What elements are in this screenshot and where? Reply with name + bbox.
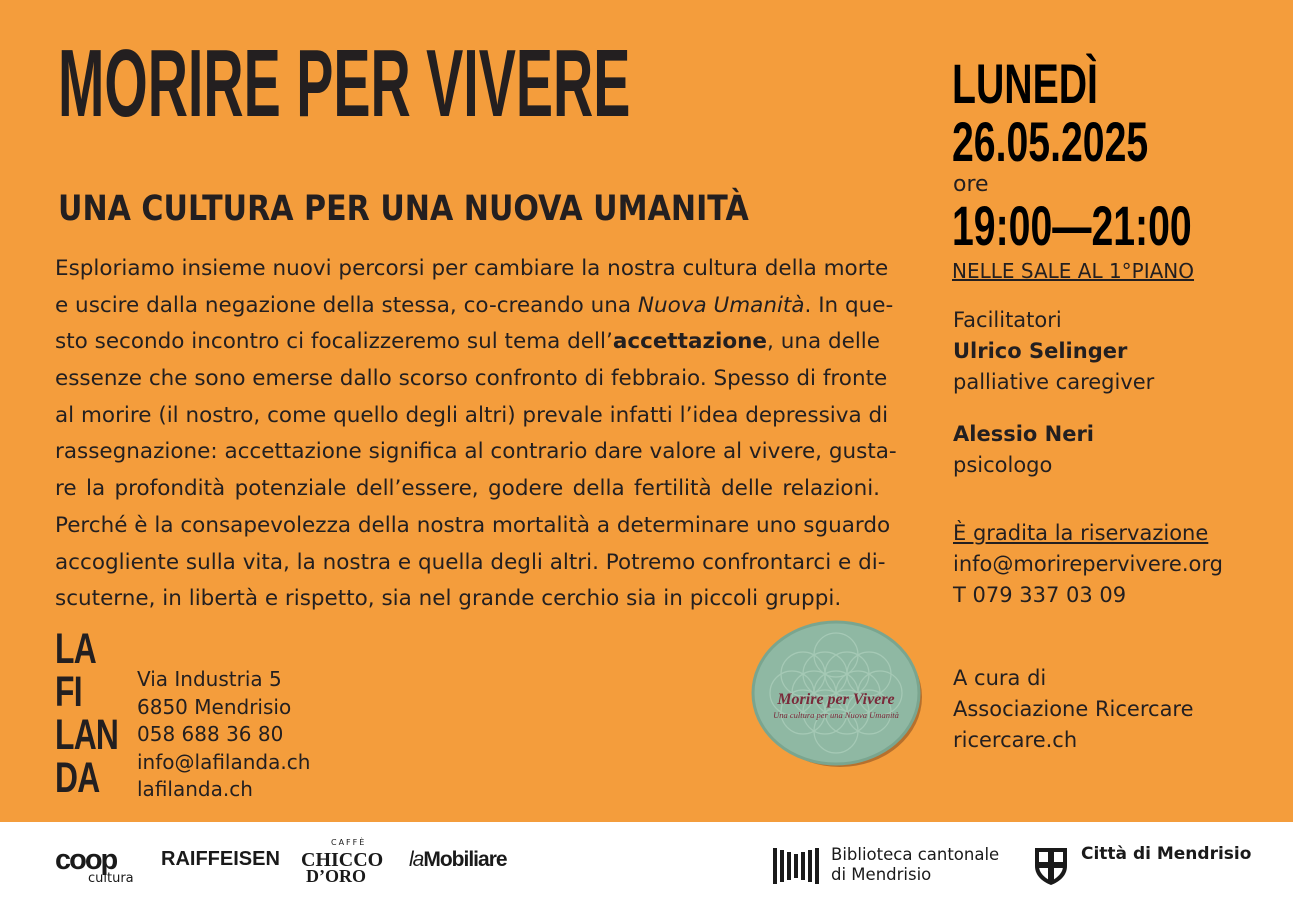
- facilitator-name: Ulrico Selinger: [953, 339, 1128, 363]
- biblioteca-logo-text: Biblioteca cantonale di Mendrisio: [831, 845, 1000, 884]
- curator-name: Associazione Ricercare: [953, 697, 1194, 721]
- description-line: essenze che sono emerse dallo scorso confronto di febbraio. Spesso di fronte: [55, 366, 888, 392]
- citta-mendrisio-crest-icon: [1033, 846, 1069, 886]
- venue-address: [137, 666, 310, 804]
- facilitators-label: Facilitatori: [953, 308, 1062, 332]
- la-filanda-logo: LA FI LAN DA: [55, 625, 119, 802]
- description-line: e uscire dalla negazione della stessa, co-creando una Nuova Umanità. In que-: [55, 292, 894, 318]
- reservation-email[interactable]: info@morirepervivere.org: [953, 552, 1223, 576]
- chicco-doro-logo: CHICCO: [301, 849, 384, 871]
- emphasis-nuova-umanita: Nuova Umanità: [637, 292, 805, 318]
- seal-title: Morire per Vivere: [777, 691, 895, 708]
- reservation-phone[interactable]: T 079 337 03 09: [953, 583, 1127, 607]
- venue-street: Via Industria 5: [137, 667, 282, 691]
- facilitator-name: Alessio Neri: [953, 422, 1095, 446]
- time-prefix: ore: [953, 172, 989, 197]
- venue-city: 6850 Mendrisio: [137, 694, 292, 719]
- event-subtitle: UNA CULTURA PER UNA NUOVA UMANITÀ: [58, 189, 749, 229]
- curator-site[interactable]: ricercare.ch: [953, 728, 1078, 752]
- facilitators-block: [953, 305, 1154, 398]
- event-date: 26.05.2025: [952, 110, 1149, 173]
- biblioteca-logo-icon: [773, 848, 823, 884]
- description-line: Perché è la consapevolezza della nostra mortalità a determinare uno sguardo: [55, 512, 891, 538]
- la-mobiliare-logo: laMobiliare: [409, 848, 507, 871]
- description-line: al morire (il nostro, come quello degli altri) prevale infatti l’idea depressiva di: [55, 402, 889, 428]
- chicco-doro-logo-2: D’ORO: [306, 866, 366, 886]
- curator-label: A cura di: [953, 666, 1047, 690]
- emphasis-accettazione: accettazione: [612, 329, 768, 355]
- raiffeisen-logo: RAIFFEISEN: [161, 848, 280, 870]
- citta-mendrisio-logo-text: Città di Mendrisio: [1081, 844, 1252, 864]
- event-day: LUNEDÌ: [952, 52, 1098, 115]
- event-description: [55, 251, 897, 618]
- seal-subtitle: Una cultura per una Nuova Umanità: [773, 710, 899, 720]
- venue-website[interactable]: lafilanda.ch: [137, 777, 253, 801]
- venue-phone[interactable]: 058 688 36 80: [137, 722, 284, 746]
- description-line: re la profondità potenziale dell’essere, godere della fertilità delle relazioni.: [55, 476, 880, 502]
- description-line: scuterne, in libertà e rispetto, sia nel grande cerchio sia in piccoli gruppi.: [55, 586, 842, 612]
- description-line: accogliente sulla vita, la nostra e quella degli altri. Potremo confrontarci e di-: [55, 549, 886, 575]
- morire-per-vivere-seal: [750, 618, 926, 768]
- description-line: sto secondo incontro ci focalizzeremo sul tema dell’accettazione, una delle: [55, 329, 881, 355]
- chicco-doro-caffe: CAFFÈ: [331, 838, 367, 847]
- facilitator-role: palliative caregiver: [953, 370, 1155, 394]
- reservation-label: È gradita la riservazione: [953, 521, 1209, 545]
- sponsor-footer: [0, 822, 1293, 914]
- event-time: 19:00—21:00: [952, 194, 1192, 257]
- description-line: Esploriamo insieme nuovi percorsi per cambiare la nostra cultura della morte: [55, 256, 889, 281]
- curator-block: [953, 663, 1194, 756]
- description-line: rassegnazione: accettazione significa al contrario dare valore al vivere, gusta-: [55, 439, 897, 465]
- facilitator-2-block: [953, 419, 1094, 481]
- venue-email[interactable]: info@lafilanda.ch: [137, 749, 311, 774]
- coop-cultura-label: cultura: [88, 871, 134, 886]
- coop-logo: coop: [55, 844, 117, 876]
- facilitator-role: psicologo: [953, 453, 1053, 477]
- reservation-block: [953, 518, 1223, 611]
- event-location: NELLE SALE AL 1°PIANO: [952, 259, 1195, 283]
- event-title: MORIRE PER VIVERE: [58, 30, 631, 137]
